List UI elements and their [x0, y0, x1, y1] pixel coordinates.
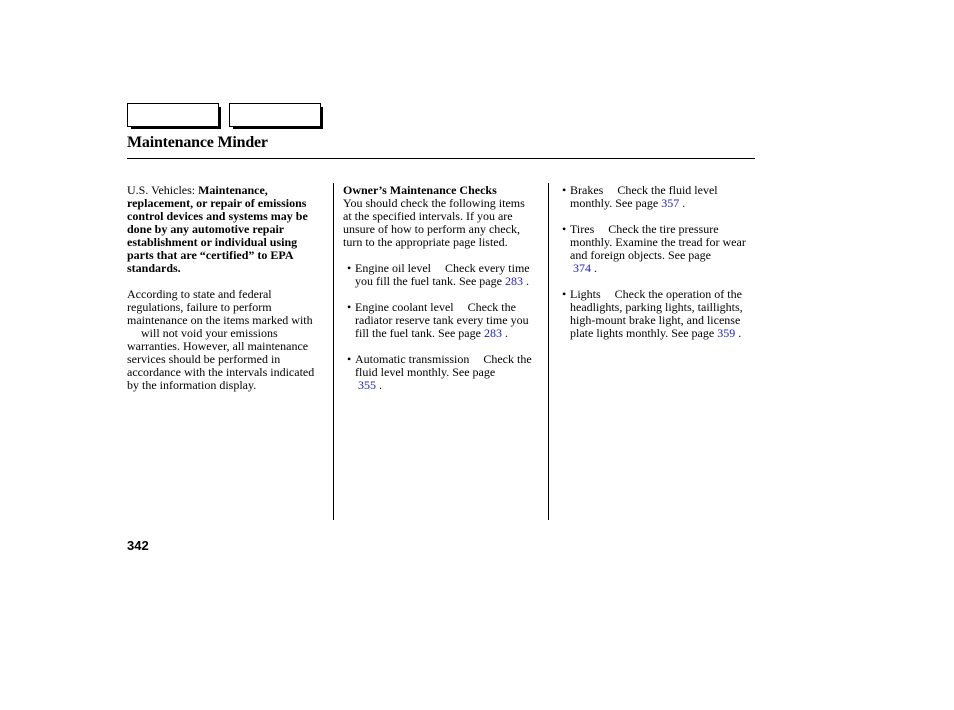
section-intro: You should check the following items at the specified intervals. If you are unsure of how to perform any check, turn to the appropriate page listed. [343, 196, 525, 249]
section-heading: Owner’s Maintenance Checks [343, 183, 497, 197]
item-name: Lights [570, 287, 601, 301]
item-name: Automatic transmission [355, 352, 470, 366]
item-text: Check the radiator reserve tank every time you fill the fuel tank. See page [355, 300, 529, 340]
bullet-icon: • [562, 183, 567, 197]
item-name: Tires [570, 222, 595, 236]
column-2 [343, 184, 535, 392]
nav-button-1[interactable] [127, 103, 219, 127]
list-item-engine-coolant: • Engine coolant level Check the radiator reserve tank every time you fill the fuel tank. See page 283 . [347, 300, 529, 340]
item-name: Brakes [570, 183, 604, 197]
list-item-brakes: • Brakes Check the fluid level monthly. See page 357 . [562, 183, 718, 210]
notice-bold: Maintenance, replacement, or repair of emissions control devices and systems may be done by any automotive repair establishment or individual using parts that are “certified” to EPA standards. [127, 183, 308, 275]
list-item-tires: • Tires Check the tire pressure monthly. Examine the tread for wear and foreign objects. See page 374 . [562, 222, 746, 275]
maintenance-warranty-text [127, 288, 323, 392]
item-text: Check the fluid level monthly. See page [355, 352, 532, 379]
item-text: Check the tire pressure monthly. Examine the tread for wear and foreign objects. See page [570, 222, 746, 262]
bullet-icon: • [562, 222, 567, 236]
list-item-automatic-transmission: • Automatic transmission Check the fluid level monthly. See page 355 . [347, 352, 532, 392]
emissions-notice [127, 184, 323, 275]
column-1 [127, 184, 323, 392]
page-title: Maintenance Minder [127, 134, 268, 151]
item-name: Engine coolant level [355, 300, 454, 314]
warranty-text-a: According to state and federal regulations, failure to perform maintenance on the items marked with [127, 287, 313, 327]
nav-button-2[interactable] [229, 103, 321, 127]
title-divider [127, 158, 755, 159]
bullet-icon: • [562, 287, 567, 301]
page-link-359[interactable]: 359 [717, 326, 736, 340]
notice-prefix: U.S. Vehicles: [127, 183, 199, 197]
page-number: 342 [127, 538, 149, 553]
column-3 [558, 184, 754, 340]
page-link-283[interactable]: 283 [504, 274, 523, 288]
item-text: Check the fluid level monthly. See page [570, 183, 718, 210]
bullet-icon: • [347, 300, 352, 314]
list-item-lights: • Lights Check the operation of the headlights, parking lights, taillights, high-mount brake light, and license plate lights monthly. See page 359 . [562, 287, 743, 340]
page-link-374[interactable]: 374 [573, 261, 591, 275]
page-link-355[interactable]: 355 [358, 378, 376, 392]
bullet-icon: • [347, 261, 352, 275]
list-item-engine-oil: • Engine oil level Check every time you fill the fuel tank. See page 283 . [347, 261, 530, 288]
bullet-icon: • [347, 352, 352, 366]
item-text: Check every time you fill the fuel tank. See page [355, 261, 530, 288]
warranty-text-b: will not void your emissions warranties. However, all maintenance services should be performed in accordance with the intervals indicated by the information display. [127, 326, 315, 392]
column-divider-1 [333, 183, 334, 520]
column-divider-2 [548, 183, 549, 520]
page-link-357[interactable]: 357 [661, 196, 680, 210]
item-name: Engine oil level [355, 261, 431, 275]
page-link-283[interactable]: 283 [483, 326, 502, 340]
item-text: Check the operation of the headlights, parking lights, taillights, high-mount brake light, and license plate lights monthly. See page [570, 287, 743, 340]
